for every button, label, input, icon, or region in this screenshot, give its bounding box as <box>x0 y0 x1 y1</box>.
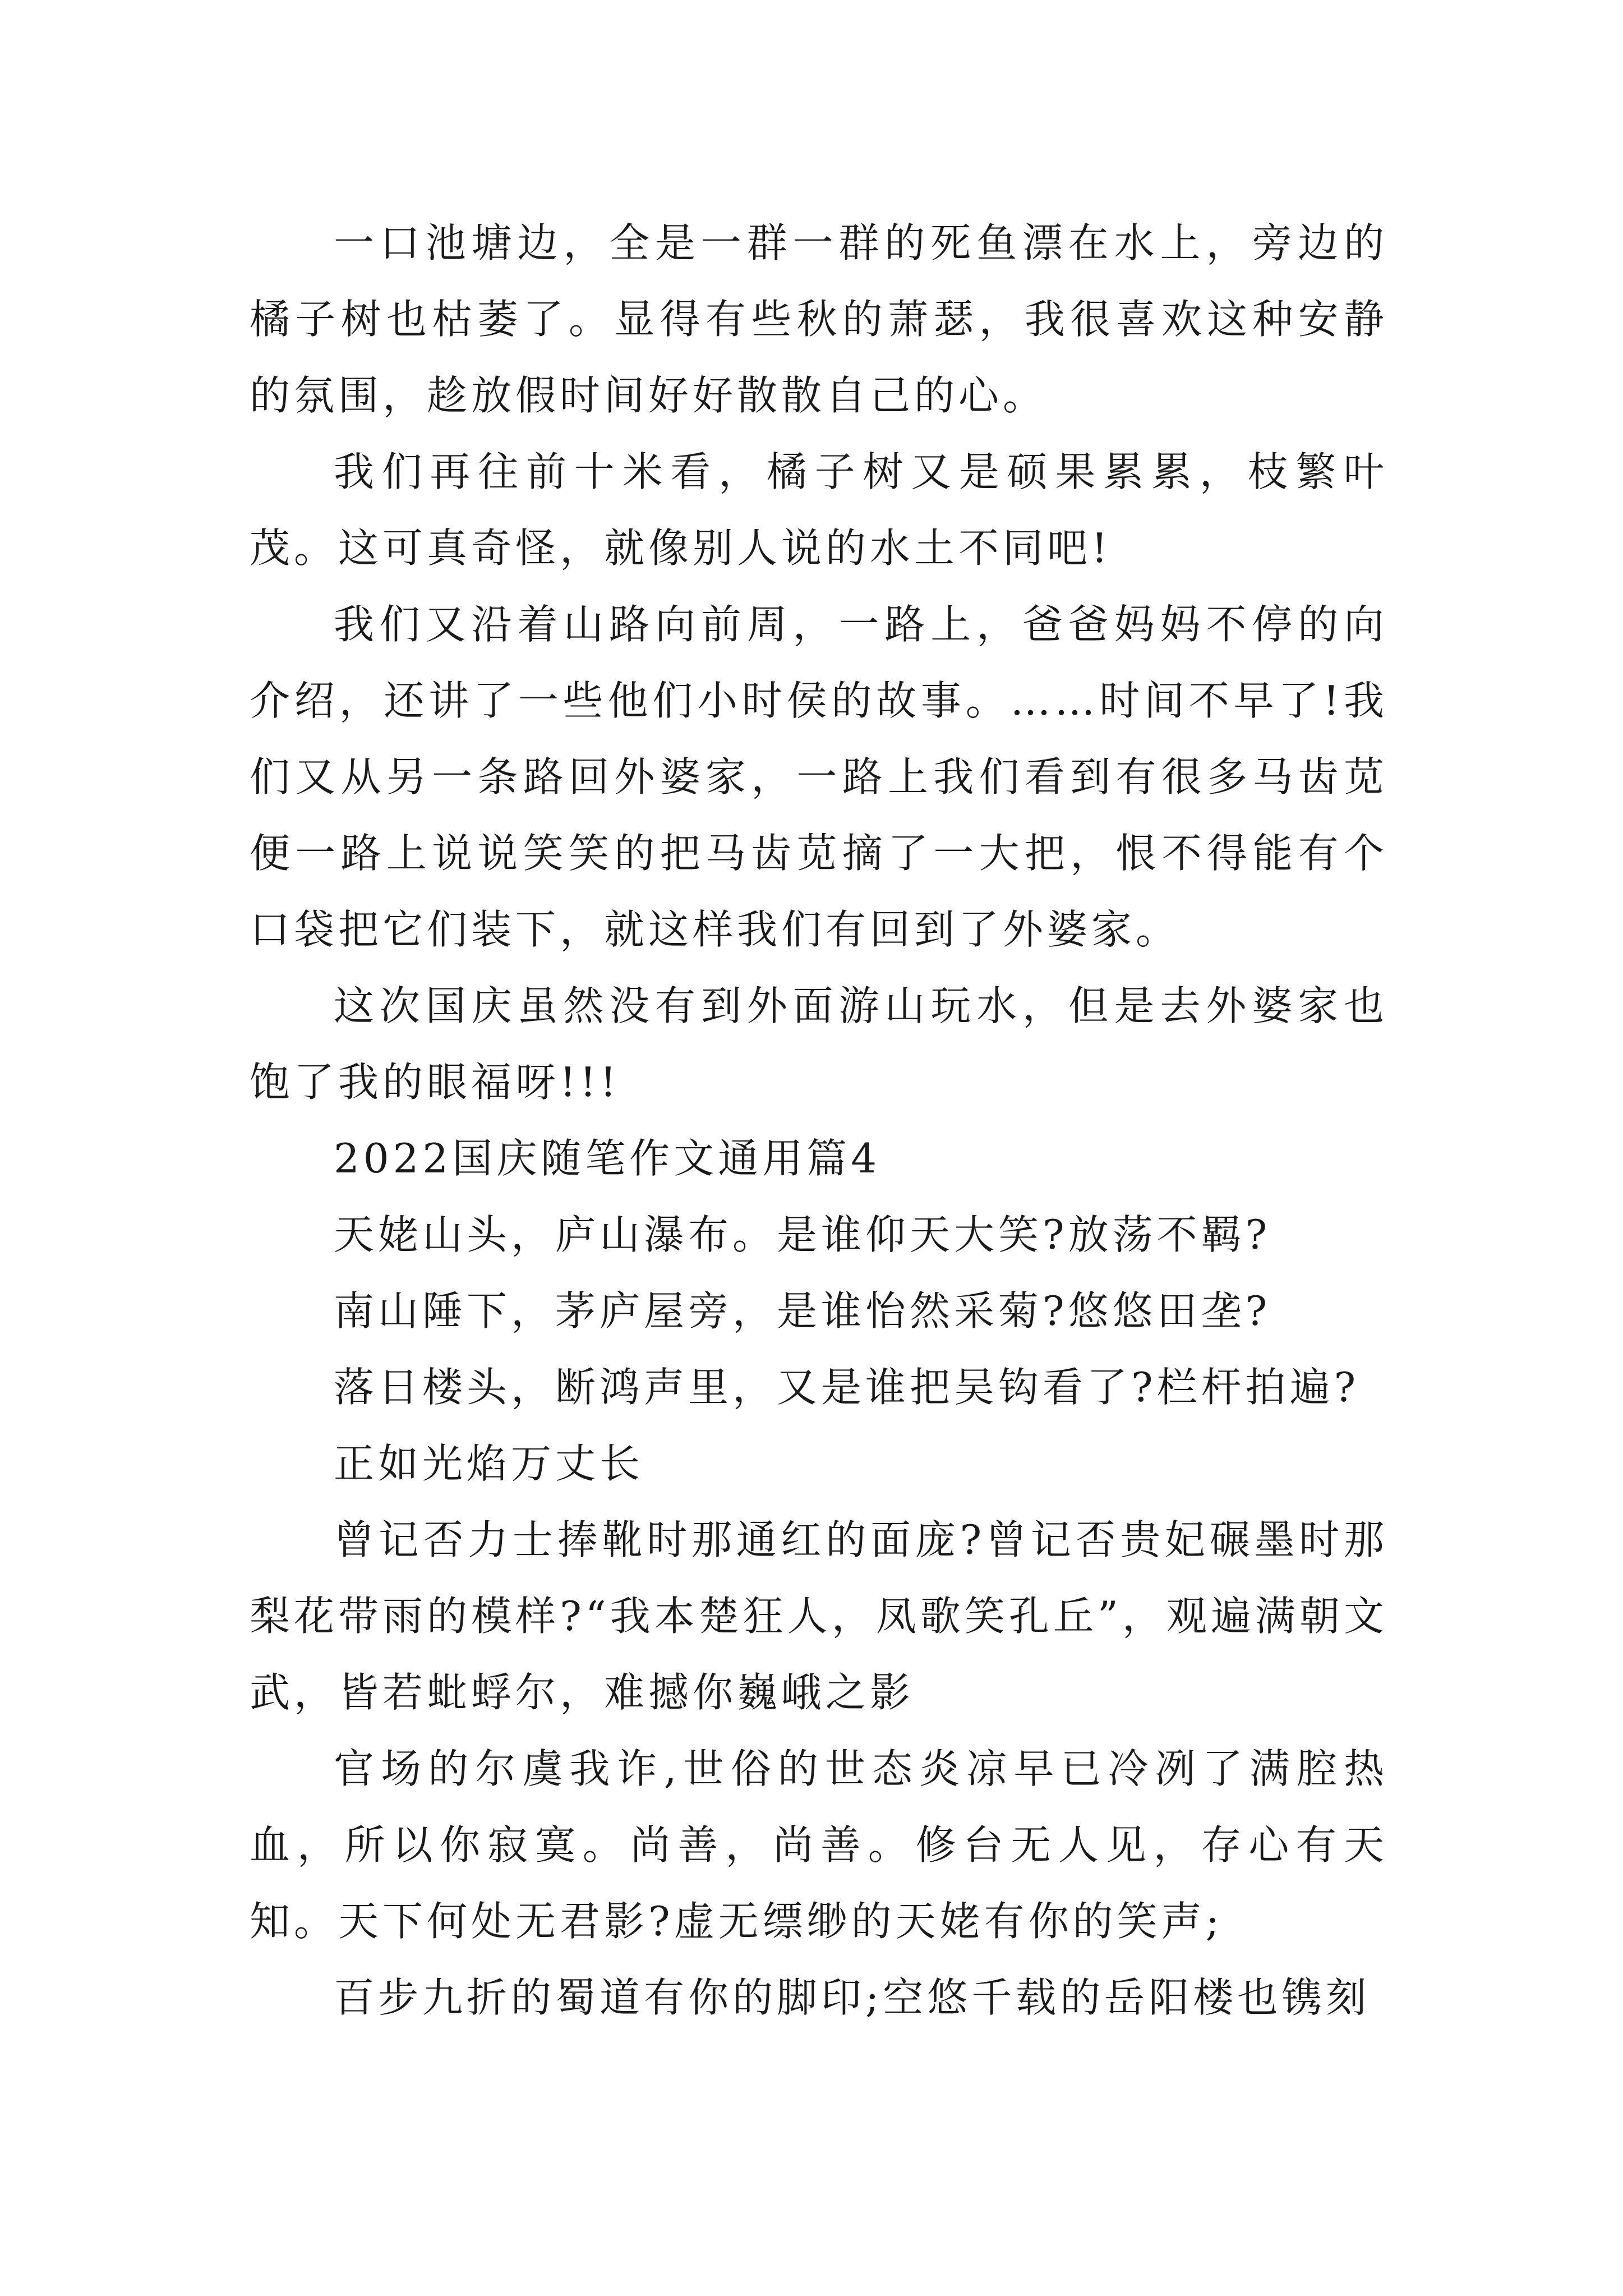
verse-line: 落日楼头，断鸿声里，又是谁把吴钩看了?栏杆拍遍? <box>334 1364 1360 1411</box>
verse-line: 南山陲下，茅庐屋旁，是谁怡然采菊?悠悠田垄? <box>334 1287 1271 1335</box>
paragraph-mountain-road: 我们又沿着山路向前周，一路上，爸爸妈妈不停的向介绍，还讲了一些他们小时侯的故事。……时间不早了!我们又从另一条路回外婆家，一路上我们看到有很多马齿苋便一路上说说笑笑的把马齿苋摘了一大把，恨不得能有个口袋把它们装下，就这样我们有回到了外婆家。 <box>250 601 1388 953</box>
paragraph-officialdom: 官场的尔虞我诈,世俗的世态炎凉早已冷冽了满腔热血，所以你寂寞。尚善，尚善。修台无人见，存心有天知。天下何处无君影?虚无缥缈的天姥有你的笑声; <box>250 1745 1388 1945</box>
paragraph-national-day: 这次国庆虽然没有到外面游山玩水，但是去外婆家也饱了我的眼福呀!!! <box>250 982 1388 1106</box>
paragraph-orange-trees: 我们再往前十米看，橘子树又是硕果累累，枝繁叶茂。这可真奇怪，就像别人说的水土不同吧! <box>250 448 1388 572</box>
section-heading: 2022国庆随笔作文通用篇4 <box>334 1135 881 1182</box>
paragraph-pond: 一口池塘边，全是一群一群的死鱼漂在水上，旁边的橘子树也枯萎了。显得有些秋的萧瑟，我很喜欢这种安静的氛围，趁放假时间好好散散自己的心。 <box>250 219 1388 419</box>
paragraph-shu-road: 百步九折的蜀道有你的脚印;空悠千载的岳阳楼也镌刻 <box>334 1974 1371 2021</box>
verse-line: 正如光焰万丈长 <box>334 1440 644 1487</box>
document-body <box>250 205 1388 2036</box>
verse-line: 天姥山头，庐山瀑布。是谁仰天大笑?放荡不羁? <box>334 1211 1271 1258</box>
paragraph-remember: 曾记否力士捧靴时那通红的面庞?曾记否贵妃碾墨时那梨花带雨的模样?“我本楚狂人，凤歌笑孔丘”，观遍满朝文武，皆若蚍蜉尔，难撼你巍峨之影 <box>250 1516 1388 1716</box>
